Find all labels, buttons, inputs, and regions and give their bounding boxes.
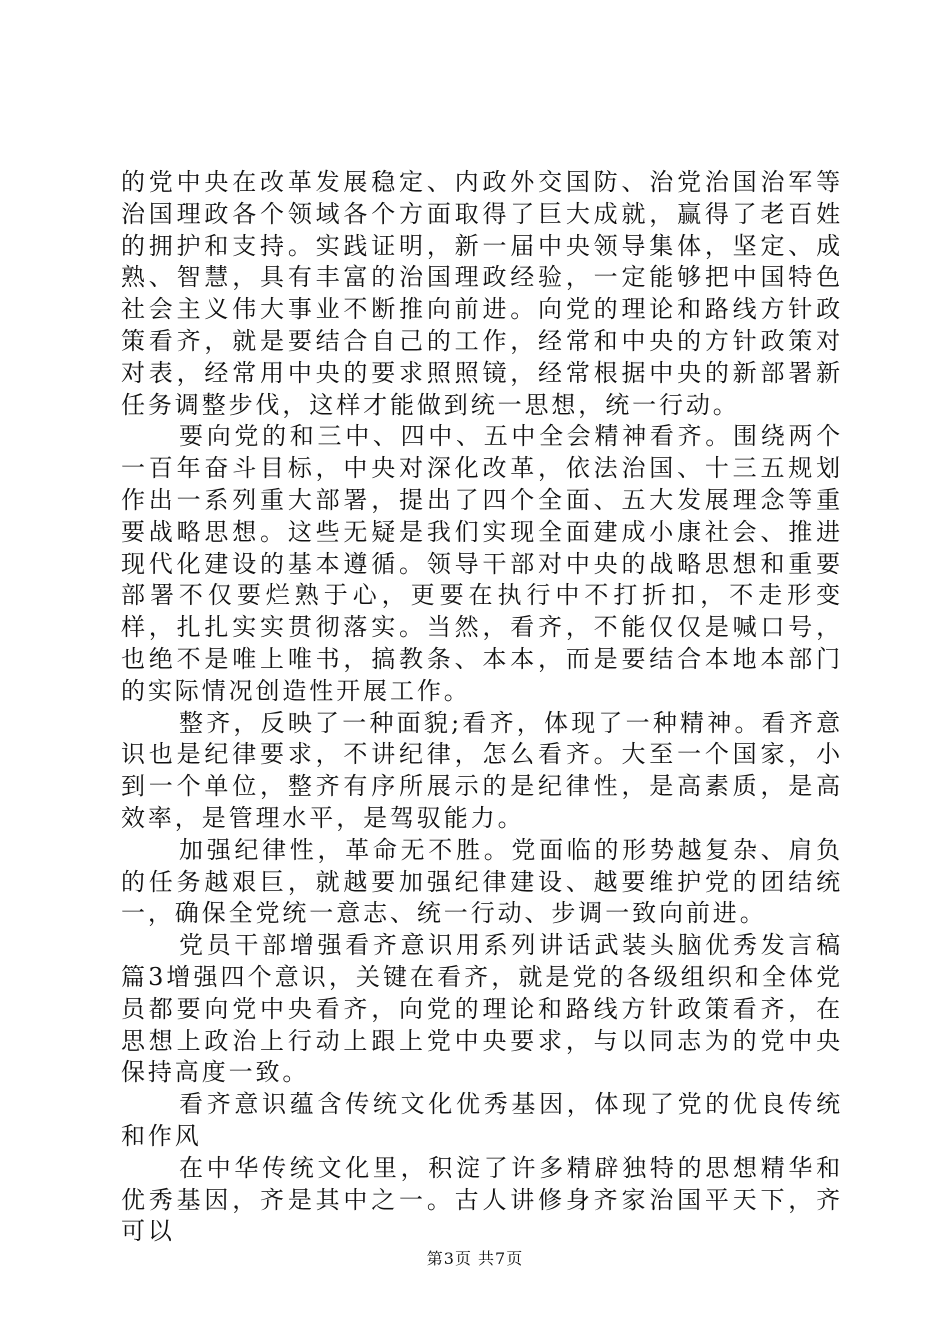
paragraph-5: 党员干部增强看齐意识用系列讲话武装头脑优秀发言稿篇3增强四个意识，关键在看齐，就是党的各级组织和全体党员都要向党中央看齐，向党的理论和路线方针政策看齐，在思想上政治上行动上跟上党中央要求，与以同志为的党中央保持高度一致。 [121, 931, 843, 1087]
document-body [121, 167, 843, 1248]
paragraph-6: 看齐意识蕴含传统文化优秀基因，体现了党的优良传统和作风 [121, 1090, 843, 1150]
page-footer: 第3页 共7页 [426, 1249, 524, 1268]
paragraph-4: 加强纪律性，革命无不胜。党面临的形势越复杂、肩负的任务越艰巨，就越要加强纪律建设、越要维护党的团结统一，确保全党统一意志、统一行动、步调一致向前进。 [121, 835, 843, 928]
paragraph-7: 在中华传统文化里，积淀了许多精辟独特的思想精华和优秀基因，齐是其中之一。古人讲修身齐家治国平天下，齐可以 [121, 1153, 843, 1246]
paragraph-3: 整齐，反映了一种面貌;看齐，体现了一种精神。看齐意识也是纪律要求，不讲纪律，怎么看齐。大至一个国家，小到一个单位，整齐有序所展示的是纪律性，是高素质，是高效率，是管理水平，是驾驭能力。 [121, 708, 843, 832]
paragraph-1: 的党中央在改革发展稳定、内政外交国防、治党治国治军等治国理政各个领域各个方面取得了巨大成就，赢得了老百姓的拥护和支持。实践证明，新一届中央领导集体，坚定、成熟、智慧，具有丰富的治国理政经验，一定能够把中国特色社会主义伟大事业不断推向前进。向党的理论和路线方针政策看齐，就是要结合自己的工作，经常和中央的方针政策对对表，经常用中央的要求照照镜，经常根据中央的新部署新任务调整步伐，这样才能做到统一思想，统一行动。 [121, 168, 843, 419]
paragraph-2: 要向党的和三中、四中、五中全会精神看齐。围绕两个一百年奋斗目标，中央对深化改革，依法治国、十三五规划作出一系列重大部署，提出了四个全面、五大发展理念等重要战略思想。这些无疑是我们实现全面建成小康社会、推进现代化建设的基本遵循。领导干部对中央的战略思想和重要部署不仅要烂熟于心，更要在执行中不打折扣，不走形变样，扎扎实实贯彻落实。当然，看齐，不能仅仅是喊口号，也绝不是唯上唯书，搞教条、本本，而是要结合本地本部门的实际情况创造性开展工作。 [121, 422, 843, 705]
